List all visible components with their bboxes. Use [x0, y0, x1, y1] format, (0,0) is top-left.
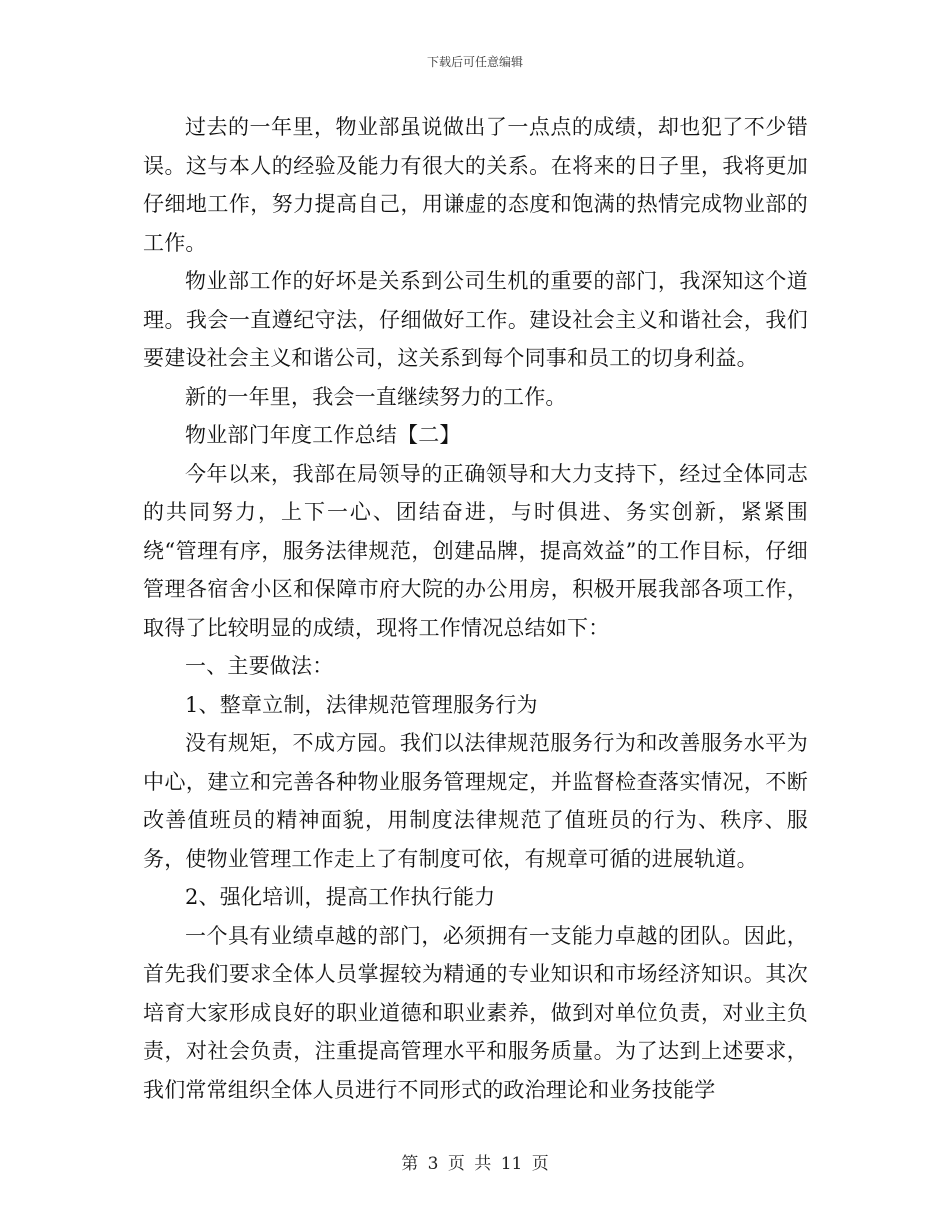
subheading-main-practices: 一、主要做法： [185, 654, 334, 678]
paragraph-4: 今年以来，我部在局领导的正确领导和大力支持下，经过全体同志的共同努力，上下一心、团结奋进，与时俱进、务实创新，紧紧围绕“管理有序，服务法律规范，创建品牌，提高效益”的工作目标，仔细管理各宿舍小区和保障市府大院的办公用房，积极开展我部各项工作，取得了比较明显的成绩，现将工作情况总结如下： [143, 461, 808, 640]
paragraph-2: 物业部工作的好坏是关系到公司生机的重要的部门，我深知这个道理。我会一直遵纪守法，仔细做好工作。建设社会主义和谐社会，我们要建设社会主义和谐公司，这关系到每个同事和员工的切身利益。 [143, 269, 808, 370]
page-header-note: 下载后可任意编辑 [426, 55, 523, 69]
subheading-2: 2、强化培训，提高工作执行能力 [185, 885, 496, 909]
paragraph-5: 没有规矩，不成方园。我们以法律规范服务行为和改善服务水平为中心，建立和完善各种物业服务管理规定，并监督检查落实情况，不断改善值班员的精神面貌，用制度法律规范了值班员的行为、秩序、服务，使物业管理工作走上了有制度可依，有规章可循的进展轨道。 [143, 731, 808, 871]
paragraph-1: 过去的一年里，物业部虽说做出了一点点的成绩，却也犯了不少错误。这与本人的经验及能力有很大的关系。在将来的日子里，我将更加仔细地工作，努力提高自己，用谦虚的态度和饱满的热情完成物业部的工作。 [143, 115, 808, 255]
paragraph-6: 一个具有业绩卓越的部门，必须拥有一支能力卓越的团队。因此，首先我们要求全体人员掌握较为精通的专业知识和市场经济知识。其次培育大家形成良好的职业道德和职业素养，做到对单位负责，对业主负责，对社会负责，注重提高管理水平和服务质量。为了达到上述要求，我们常常组织全体人员进行不同形式的政治理论和业务技能学 [143, 923, 808, 1102]
subheading-1: 1、整章立制，法律规范管理服务行为 [185, 692, 538, 717]
document-body [143, 108, 808, 1109]
page-number: 第 3 页 共 11 页 [401, 1154, 549, 1174]
section-title: 物业部门年度工作总结【二】 [185, 423, 461, 447]
paragraph-3: 新的一年里，我会一直继续努力的工作。 [185, 384, 567, 409]
